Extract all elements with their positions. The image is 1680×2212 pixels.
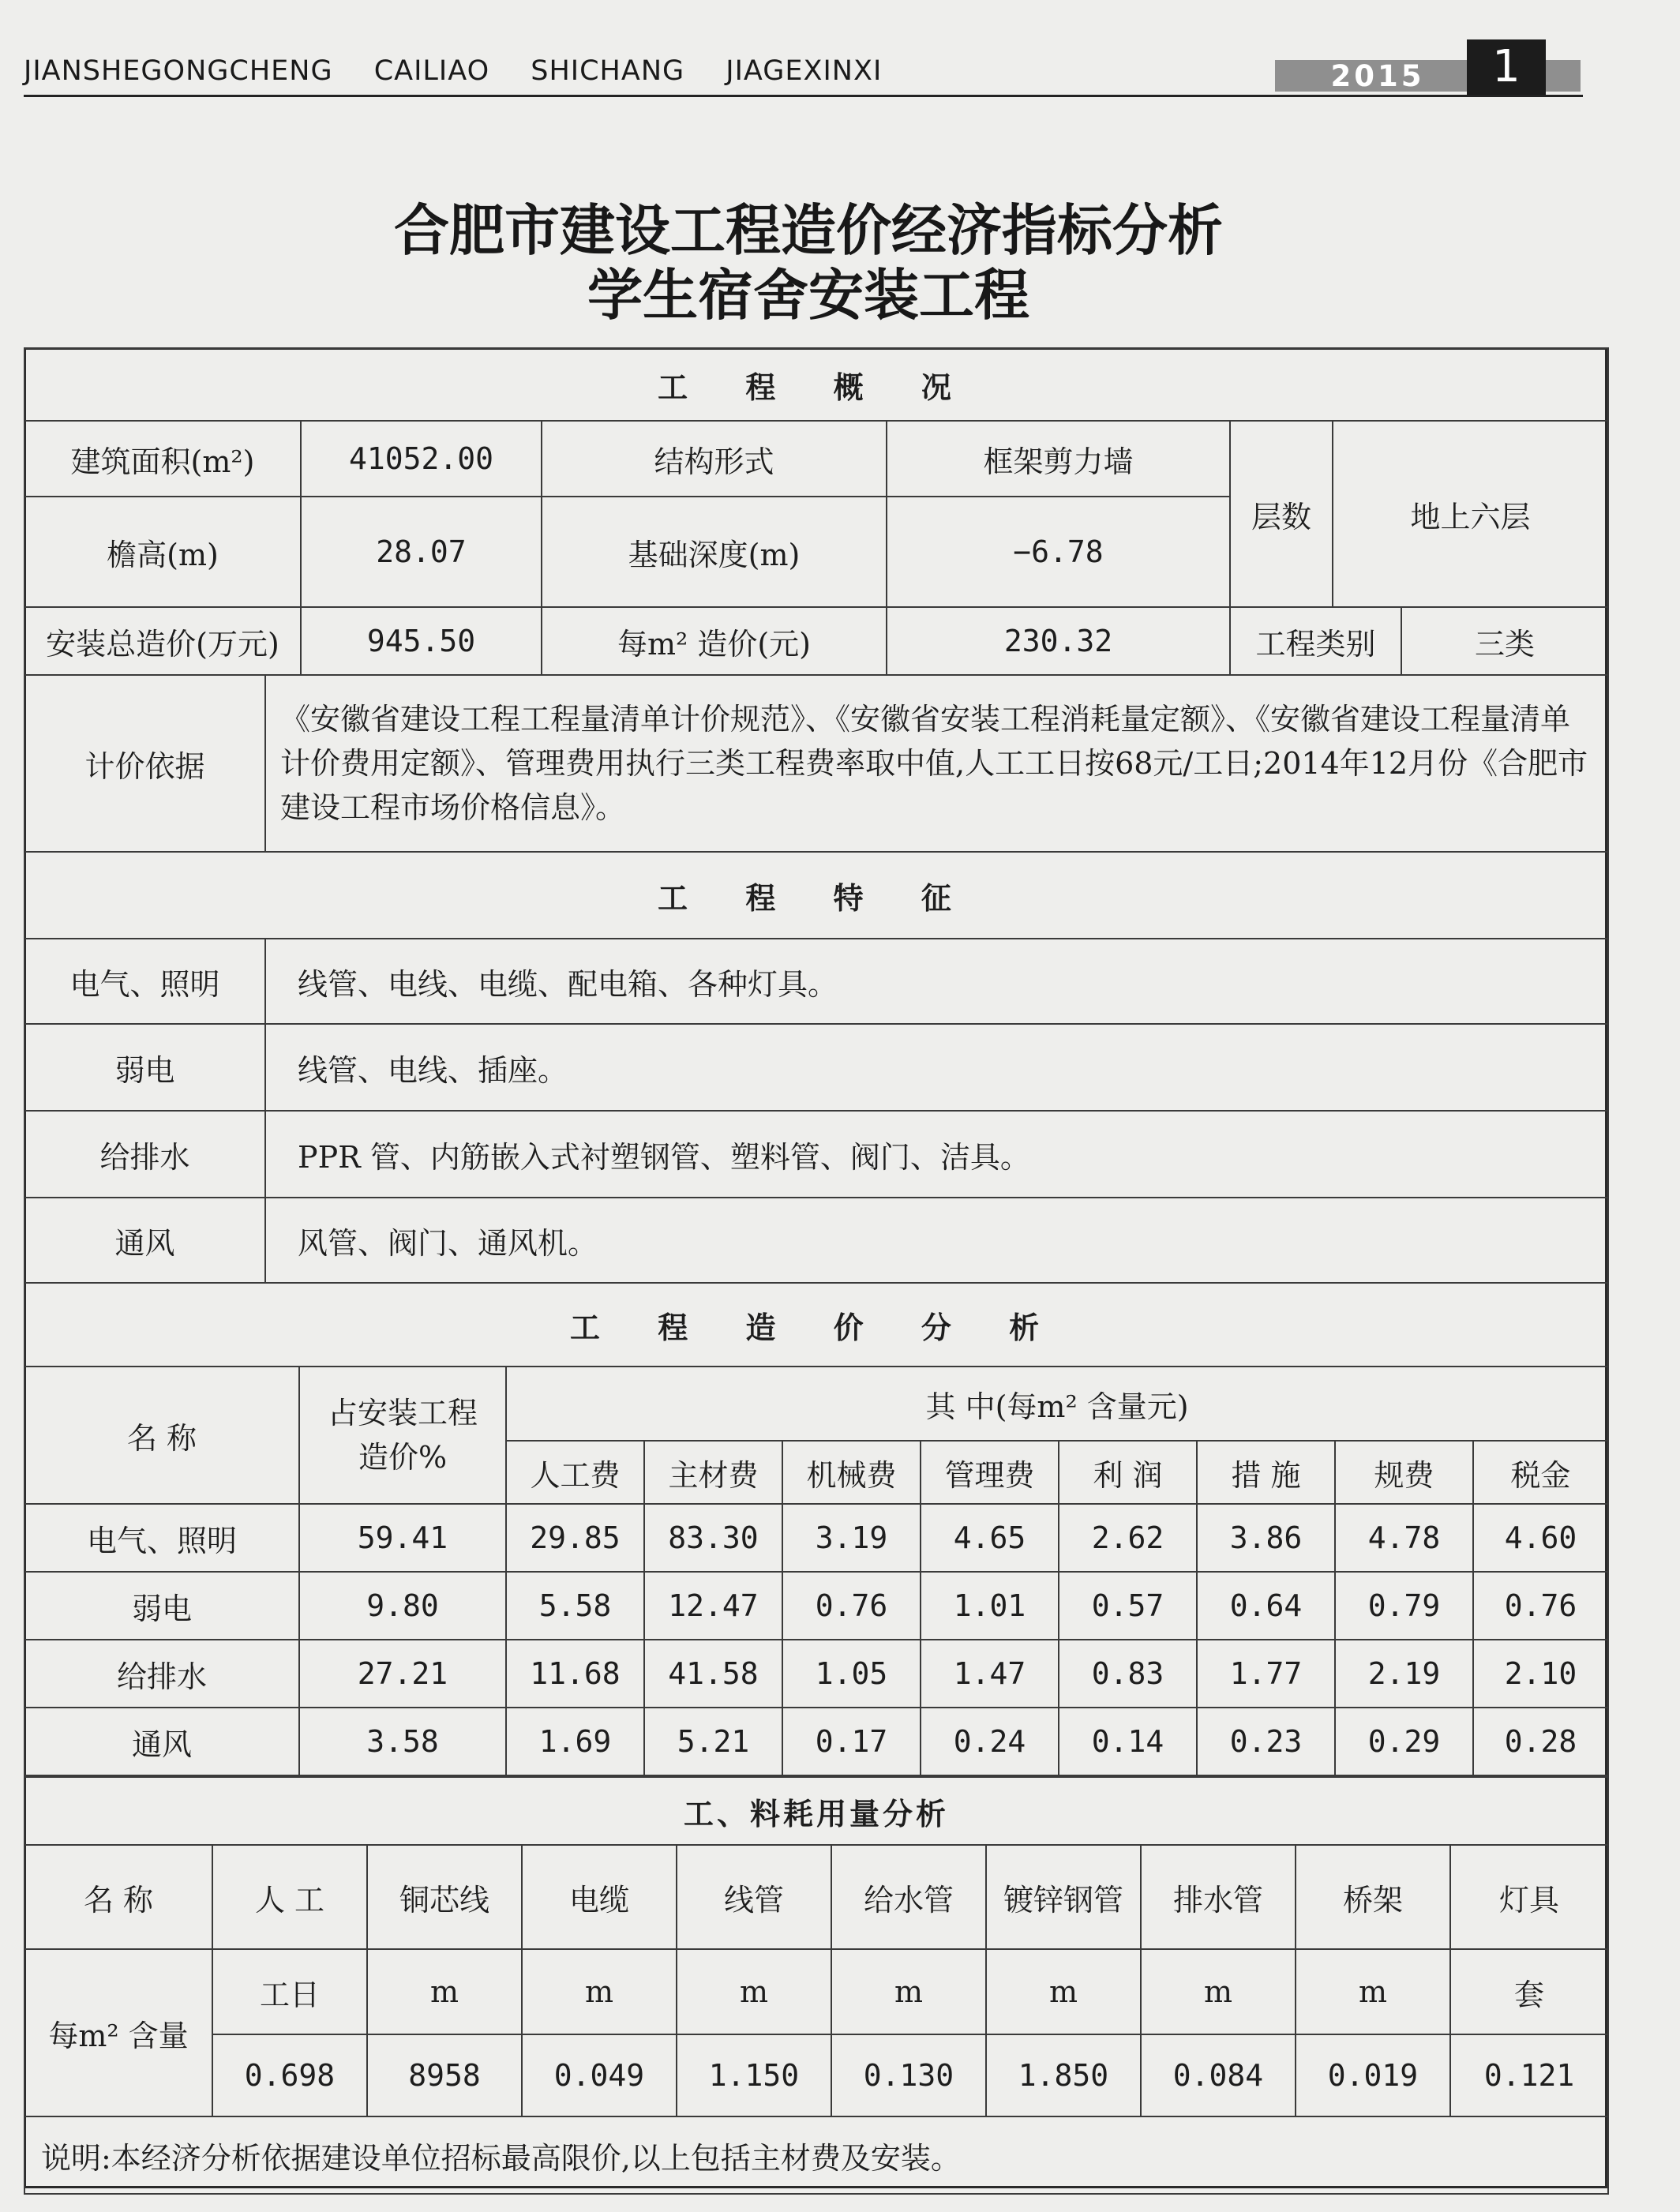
basis-label: 计价依据	[24, 675, 265, 852]
material-unit: 套	[1450, 1949, 1608, 2034]
material-unit: m	[522, 1949, 677, 2034]
cost-cell: 0.57	[1059, 1572, 1197, 1640]
page-title: 合肥市建设工程造价经济指标分析	[394, 197, 1223, 263]
cost-col-group: 其 中(每m² 含量元)	[506, 1367, 1608, 1441]
material-row-label: 每m² 含量	[24, 1949, 212, 2116]
material-col: 线管	[677, 1845, 831, 1949]
material-heading: 工、料耗用量分析	[24, 1777, 1608, 1845]
material-col-name: 名 称	[24, 1845, 212, 1949]
material-unit: m	[1296, 1949, 1450, 2034]
cost-subcol: 规费	[1335, 1441, 1473, 1504]
per-m2-value: 230.32	[887, 607, 1230, 675]
cost-cell: 4.65	[921, 1504, 1059, 1572]
cost-col-pct: 占安装工程造价%	[299, 1367, 506, 1504]
overview-heading: 工 程 概 况	[24, 348, 1608, 421]
issue-number: 1	[1467, 39, 1546, 95]
material-value: 0.121	[1450, 2034, 1608, 2116]
cost-subcol: 利 润	[1059, 1441, 1197, 1504]
material-col: 镀锌钢管	[986, 1845, 1141, 1949]
cost-subcol: 措 施	[1197, 1441, 1335, 1504]
material-col: 给水管	[831, 1845, 986, 1949]
cost-row-pct: 3.58	[299, 1708, 506, 1775]
category-label: 工程类别	[1230, 607, 1401, 675]
material-value: 1.150	[677, 2034, 831, 2116]
cost-subcol: 主材费	[644, 1441, 782, 1504]
cost-cell: 4.60	[1473, 1504, 1608, 1572]
total-label: 安装总造价(万元)	[24, 607, 301, 675]
year-badge: 2015	[1275, 60, 1480, 92]
cost-cell: 5.58	[506, 1572, 644, 1640]
material-unit: m	[1141, 1949, 1296, 2034]
cost-row-pct: 27.21	[299, 1640, 506, 1708]
cost-cell: 0.76	[782, 1572, 921, 1640]
header-part: JIANSHEGONGCHENG	[24, 55, 333, 87]
cost-cell: 0.76	[1473, 1572, 1608, 1640]
cost-row-pct: 9.80	[299, 1572, 506, 1640]
feature-desc: 线管、电线、插座。	[265, 1024, 1608, 1111]
cost-cell: 2.10	[1473, 1640, 1608, 1708]
total-value: 945.50	[301, 607, 542, 675]
cost-row-pct: 59.41	[299, 1504, 506, 1572]
feature-name: 电气、照明	[24, 939, 265, 1024]
feature-name: 弱电	[24, 1024, 265, 1111]
floors-label: 层数	[1230, 421, 1333, 607]
table-row	[24, 1572, 1608, 1640]
features-table	[24, 851, 1609, 1284]
material-col: 排水管	[1141, 1845, 1296, 1949]
material-col: 铜芯线	[367, 1845, 522, 1949]
material-col: 桥架	[1296, 1845, 1450, 1949]
cost-subcol: 机械费	[782, 1441, 921, 1504]
cost-subcol: 管理费	[921, 1441, 1059, 1504]
material-value: 0.049	[522, 2034, 677, 2116]
cost-cell: 1.69	[506, 1708, 644, 1775]
cost-cell: 0.17	[782, 1708, 921, 1775]
cost-subcol: 人工费	[506, 1441, 644, 1504]
cost-cell: 2.19	[1335, 1640, 1473, 1708]
basis-text: 《安徽省建设工程工程量清单计价规范》、《安徽省安装工程消耗量定额》、《安徽省建设工程量清单计价费用定额》、管理费用执行三类工程费率取中值,人工工日按68元/工日;2014年12月份《合肥市建设工程市场价格信息》。	[265, 675, 1608, 852]
cost-cell: 0.83	[1059, 1640, 1197, 1708]
cost-cell: 29.85	[506, 1504, 644, 1572]
area-value: 41052.00	[301, 421, 542, 497]
material-value: 1.850	[986, 2034, 1141, 2116]
cost-cell: 2.62	[1059, 1504, 1197, 1572]
eave-label: 檐高(m)	[24, 497, 301, 607]
foundation-value: −6.78	[887, 497, 1230, 607]
cost-cell: 4.78	[1335, 1504, 1473, 1572]
feature-desc: 线管、电线、电缆、配电箱、各种灯具。	[265, 939, 1608, 1024]
cost-cell: 1.01	[921, 1572, 1059, 1640]
feature-name: 通风	[24, 1198, 265, 1283]
cost-cell: 3.86	[1197, 1504, 1335, 1572]
cost-cell: 0.14	[1059, 1708, 1197, 1775]
cost-col-name: 名 称	[24, 1367, 299, 1504]
header-decoration	[1546, 60, 1581, 92]
cost-heading: 工 程 造 价 分 析	[24, 1283, 1608, 1367]
material-unit: m	[986, 1949, 1141, 2034]
cost-subcol: 税金	[1473, 1441, 1608, 1504]
material-unit: 工日	[212, 1949, 367, 2034]
table-row	[24, 1708, 1608, 1775]
cost-cell: 5.21	[644, 1708, 782, 1775]
header-part: CAILIAO	[373, 55, 490, 87]
cost-cell: 0.28	[1473, 1708, 1608, 1775]
cost-cell: 1.47	[921, 1640, 1059, 1708]
material-col: 电缆	[522, 1845, 677, 1949]
cost-row-name: 电气、照明	[24, 1504, 299, 1572]
material-unit: m	[831, 1949, 986, 2034]
material-unit: m	[677, 1949, 831, 2034]
cost-cell: 83.30	[644, 1504, 782, 1572]
cost-cell: 1.77	[1197, 1640, 1335, 1708]
material-col: 人 工	[212, 1845, 367, 1949]
cost-row-name: 弱电	[24, 1572, 299, 1640]
cost-cell: 0.29	[1335, 1708, 1473, 1775]
header-rule	[24, 95, 1583, 97]
footnote: 说明:本经济分析依据建设单位招标最高限价,以上包括主材费及安装。	[24, 2116, 1608, 2194]
material-col: 灯具	[1450, 1845, 1608, 1949]
cost-cell: 1.05	[782, 1640, 921, 1708]
header-part: SHICHANG	[531, 55, 685, 87]
material-value: 0.019	[1296, 2034, 1450, 2116]
features-heading: 工 程 特 征	[24, 852, 1608, 939]
material-value: 0.130	[831, 2034, 986, 2116]
feature-desc: PPR 管、内筋嵌入式衬塑钢管、塑料管、阀门、洁具。	[265, 1111, 1608, 1198]
basis-table	[24, 674, 1609, 853]
floors-value: 地上六层	[1333, 421, 1608, 607]
category-value: 三类	[1401, 607, 1608, 675]
cost-cell: 12.47	[644, 1572, 782, 1640]
cost-table	[24, 1282, 1609, 1776]
page-subtitle: 学生宿舍安装工程	[587, 262, 1029, 328]
foundation-label: 基础深度(m)	[542, 497, 887, 607]
cost-row-name: 给排水	[24, 1640, 299, 1708]
table-row	[24, 1504, 1608, 1572]
cost-cell: 3.19	[782, 1504, 921, 1572]
structure-value: 框架剪力墙	[887, 421, 1230, 497]
feature-desc: 风管、阀门、通风机。	[265, 1198, 1608, 1283]
feature-name: 给排水	[24, 1111, 265, 1198]
material-unit: m	[367, 1949, 522, 2034]
cost-cell: 0.24	[921, 1708, 1059, 1775]
area-label: 建筑面积(m²)	[24, 421, 301, 497]
material-table	[24, 1776, 1609, 2195]
material-value: 8958	[367, 2034, 522, 2116]
header-part: JIAGEXINXI	[726, 55, 883, 87]
cost-cell: 41.58	[644, 1640, 782, 1708]
cost-cell: 11.68	[506, 1640, 644, 1708]
cost-cell: 0.23	[1197, 1708, 1335, 1775]
cost-row-name: 通风	[24, 1708, 299, 1775]
cost-cell: 0.64	[1197, 1572, 1335, 1640]
material-value: 0.698	[212, 2034, 367, 2116]
eave-value: 28.07	[301, 497, 542, 607]
material-value: 0.084	[1141, 2034, 1296, 2116]
overview-table	[24, 347, 1609, 676]
table-row	[24, 1640, 1608, 1708]
structure-label: 结构形式	[542, 421, 887, 497]
cost-cell: 0.79	[1335, 1572, 1473, 1640]
per-m2-label: 每m² 造价(元)	[542, 607, 887, 675]
